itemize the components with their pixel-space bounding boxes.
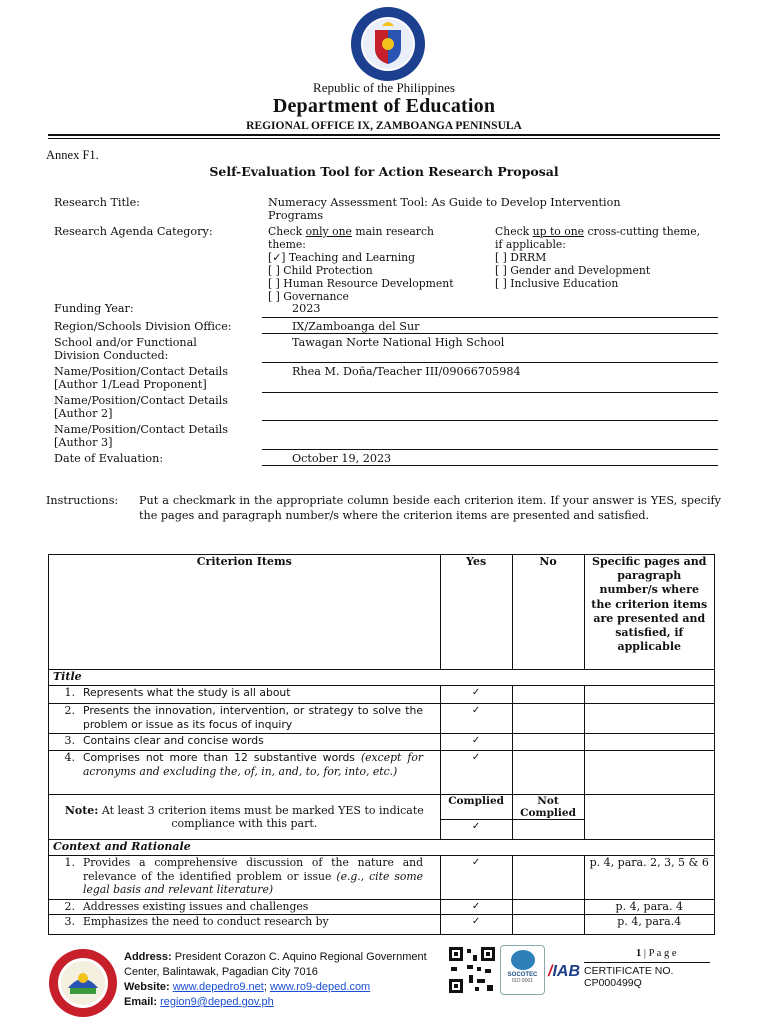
pages-cell[interactable] bbox=[584, 686, 715, 704]
email-link[interactable]: region9@deped.gov.ph bbox=[160, 996, 274, 1008]
compliance-row bbox=[49, 795, 715, 820]
header-yes: Yes bbox=[440, 555, 512, 670]
complied-header: Complied bbox=[440, 795, 512, 820]
yes-check[interactable]: ✓ bbox=[440, 734, 512, 751]
checkbox-teaching-learning[interactable]: [✓] Teaching and Learning bbox=[268, 251, 416, 264]
criterion-text: Emphasizes the need to conduct research by bbox=[83, 915, 329, 928]
pages-cell[interactable] bbox=[584, 734, 715, 751]
checkbox-child-protection[interactable]: [ ] Child Protection bbox=[268, 264, 373, 277]
yes-check[interactable]: ✓ bbox=[440, 704, 512, 734]
department-title: Department of Education bbox=[272, 95, 496, 117]
underline bbox=[262, 333, 718, 334]
website-link-2[interactable]: www.ro9-deped.com bbox=[269, 981, 371, 993]
instructions-label: Instructions: bbox=[46, 494, 119, 507]
no-cell[interactable] bbox=[512, 900, 584, 915]
header-pages: Specific pages and paragraph number/s where the criterion items are presented and satisfied, if applicable bbox=[584, 555, 715, 670]
header-no: No bbox=[512, 555, 584, 670]
author2-label: Name/Position/Contact Details [Author 2] bbox=[54, 394, 229, 420]
underline bbox=[262, 317, 718, 318]
funding-year-label: Funding Year: bbox=[54, 302, 134, 315]
yes-check[interactable]: ✓ bbox=[440, 856, 512, 900]
header-rule-thin bbox=[48, 138, 720, 139]
not-complied-header: Not Complied bbox=[512, 795, 584, 820]
research-title-label: Research Title: bbox=[54, 196, 140, 209]
checkbox-gender-development[interactable]: [ ] Gender and Development bbox=[495, 264, 651, 277]
no-cell[interactable] bbox=[512, 704, 584, 734]
qr-code-icon bbox=[447, 945, 497, 995]
date-evaluation-label: Date of Evaluation: bbox=[54, 452, 164, 465]
pages-cell[interactable]: p. 4, para. 4 bbox=[584, 900, 715, 915]
yes-check[interactable]: ✓ bbox=[440, 915, 512, 935]
section-title: Title bbox=[49, 670, 715, 686]
table-row: 1. Provides a comprehensive discussion of the nature and relevance of the identified problem or issue (e.g., cite some legal basis and relevant literature) ✓ p. 4, para. 2, 3, 5 & 6 bbox=[49, 856, 715, 900]
underline bbox=[262, 465, 718, 466]
underline bbox=[262, 449, 718, 450]
pages-cell[interactable]: p. 4, para.4 bbox=[584, 915, 715, 935]
checkbox-drrm[interactable]: [ ] DRRM bbox=[495, 251, 547, 264]
deped-region-logo-icon bbox=[48, 948, 118, 1018]
certificate-number: CERTIFICATE NO. CP000499Q bbox=[584, 965, 674, 989]
table-row: 3. Contains clear and concise words ✓ bbox=[49, 734, 715, 751]
table-row: 3. Emphasizes the need to conduct research by ✓ p. 4, para.4 bbox=[49, 915, 715, 935]
instructions-text: Put a checkmark in the appropriate column beside each criterion item. If your answer is YES, specify the pages and paragraph number/s where the criterion items are presented and satisfied. bbox=[139, 494, 721, 522]
header-criterion: Criterion Items bbox=[49, 555, 441, 670]
table-row: 2. Presents the innovation, intervention, or strategy to solve the problem or issue as its focus of inquiry ✓ bbox=[49, 704, 715, 734]
no-cell[interactable] bbox=[512, 686, 584, 704]
criterion-text: Represents what the study is all about bbox=[83, 686, 291, 699]
no-cell[interactable] bbox=[512, 915, 584, 935]
compliance-pages-cell bbox=[584, 795, 715, 840]
author1-label: Name/Position/Contact Details [Author 1/Lead Proponent] bbox=[54, 365, 229, 391]
socotec-badge: SOCOTEC ISO 9001 bbox=[500, 945, 545, 995]
document-title: Self-Evaluation Tool for Action Research Proposal bbox=[209, 164, 559, 179]
not-complied-cell[interactable] bbox=[512, 820, 584, 840]
underline bbox=[262, 420, 718, 421]
annex-label: Annex F1. bbox=[46, 148, 99, 162]
criterion-table bbox=[48, 554, 715, 935]
criterion-note: (e.g., cite some legal basis and relevant literature) bbox=[83, 869, 423, 896]
republic-text: Republic of the Philippines bbox=[313, 80, 455, 95]
criterion-text: Contains clear and concise words bbox=[83, 734, 264, 747]
region-division-label: Region/Schools Division Office: bbox=[54, 320, 232, 333]
table-row: 1. Represents what the study is all about ✓ bbox=[49, 686, 715, 704]
criterion-text: Addresses existing issues and challenges bbox=[83, 900, 309, 913]
section-row bbox=[49, 840, 715, 856]
footer-address: Address: President Corazon C. Aquino Regional Government Center, Balintawak, Pagadian City 7016 Website: www.depedro9.net; www.ro9-deped.com Email: region9@deped.gov.ph bbox=[124, 951, 427, 1008]
page-number: 1 | P a g e bbox=[636, 948, 677, 959]
deped-seal-icon bbox=[350, 6, 426, 82]
criterion-text: Presents the innovation, intervention, or strategy to solve the problem or issue as its focus of inquiry bbox=[83, 704, 423, 731]
cross-theme-options: Check up to one cross-cutting theme, if applicable: [ ] DRRM [ ] Gender and Development [ ] Inclusive Education bbox=[495, 225, 720, 290]
complied-check[interactable]: ✓ bbox=[440, 820, 512, 840]
author1-value: Rhea M. Doña/Teacher III/09066705984 bbox=[292, 365, 521, 378]
underline bbox=[262, 362, 718, 363]
criterion-text: Provides a comprehensive discussion of the nature and relevance of the identified problem or issue bbox=[83, 856, 423, 883]
compliance-note: Note: At least 3 criterion items must be marked YES to indicate compliance with this part. bbox=[49, 795, 441, 840]
school-value: Tawagan Norte National High School bbox=[292, 336, 505, 349]
table-row: 4. Comprises not more than 12 substantive words (except for acronyms and excluding the, of, in, and, to, for, into, etc.) ✓ bbox=[49, 751, 715, 795]
no-cell[interactable] bbox=[512, 734, 584, 751]
funding-year-value: 2023 bbox=[292, 302, 321, 315]
research-title-value: Numeracy Assessment Tool: As Guide to Develop Intervention Programs bbox=[268, 196, 621, 222]
author3-label: Name/Position/Contact Details [Author 3] bbox=[54, 423, 229, 449]
footer-rule bbox=[584, 962, 710, 963]
table-row: 2. Addresses existing issues and challenges ✓ p. 4, para. 4 bbox=[49, 900, 715, 915]
no-cell[interactable] bbox=[512, 751, 584, 795]
criterion-text: Comprises not more than 12 substantive words bbox=[83, 751, 355, 764]
agenda-label: Research Agenda Category: bbox=[54, 225, 213, 238]
header-rule bbox=[48, 134, 720, 136]
table-header-row bbox=[49, 555, 715, 670]
underline bbox=[262, 392, 718, 393]
criterion-note: (except for acronyms and excluding the, of, in, and, to, for, into, etc.) bbox=[83, 751, 424, 778]
section-row bbox=[49, 670, 715, 686]
no-cell[interactable] bbox=[512, 856, 584, 900]
checkbox-governance[interactable]: [ ] Governance bbox=[268, 290, 349, 303]
iab-logo: /IAB bbox=[548, 963, 581, 980]
section-context: Context and Rationale bbox=[49, 840, 715, 856]
yes-check[interactable]: ✓ bbox=[440, 751, 512, 795]
pages-cell[interactable]: p. 4, para. 2, 3, 5 & 6 bbox=[584, 856, 715, 900]
checkbox-hr-development[interactable]: [ ] Human Resource Development bbox=[268, 277, 454, 290]
region-division-value: IX/Zamboanga del Sur bbox=[292, 320, 420, 333]
main-theme-options: Check only one main research theme: [✓] Teaching and Learning [ ] Child Protection [ ] Human Resource Development [ ] Governance bbox=[268, 225, 488, 303]
regional-office: REGIONAL OFFICE IX, ZAMBOANGA PENINSULA bbox=[246, 120, 522, 132]
pages-cell[interactable] bbox=[584, 704, 715, 734]
yes-check[interactable]: ✓ bbox=[440, 686, 512, 704]
website-link-1[interactable]: www.depedro9.net bbox=[172, 981, 264, 993]
date-evaluation-value: October 19, 2023 bbox=[292, 452, 392, 465]
yes-check[interactable]: ✓ bbox=[440, 900, 512, 915]
pages-cell[interactable] bbox=[584, 751, 715, 795]
checkbox-inclusive-education[interactable]: [ ] Inclusive Education bbox=[495, 277, 619, 290]
school-label: School and/or Functional Division Conducted: bbox=[54, 336, 197, 362]
